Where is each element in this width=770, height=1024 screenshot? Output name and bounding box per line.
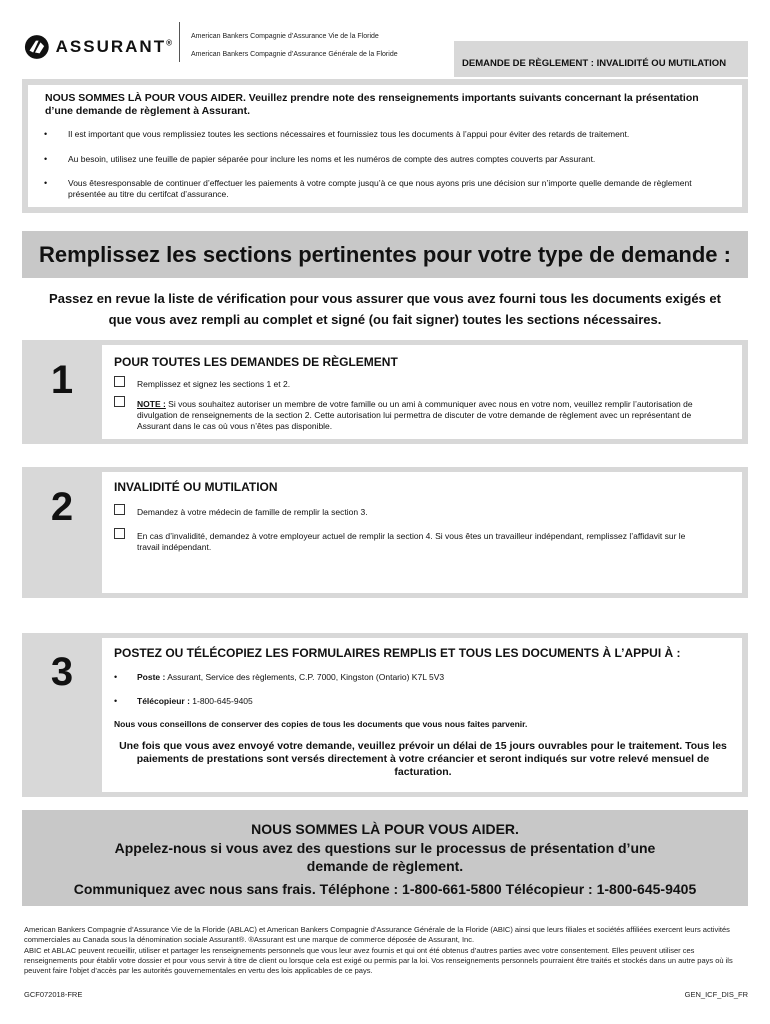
help-bullet-1: Il est important que vous remplissiez toutes les sections nécessaires et fournissiez tous les documents à l’appui pour éviter des retards de traitement. <box>68 129 630 139</box>
bullet-dot: • <box>114 696 118 706</box>
contact-line-2: Appelez-nous si vous avez des questions sur le processus de présentation d’une <box>114 840 656 856</box>
company-name-life: American Bankers Compagnie d’Assurance Vie de la Floride <box>191 33 379 40</box>
note-label: NOTE : <box>137 399 166 409</box>
company-name-general: American Bankers Compagnie d’Assurance Générale de la Floride <box>191 51 398 58</box>
step-1-number: 1 <box>50 358 74 402</box>
assurant-logo-icon <box>24 33 50 61</box>
mail-value: Assurant, Service des règlements, C.P. 7000, Kingston (Ontario) K7L 5V3 <box>165 672 445 682</box>
form-code-left: GCF072018-FRE <box>24 990 83 999</box>
checkbox-sign-sections[interactable] <box>114 376 125 387</box>
bullet-dot: • <box>44 129 48 139</box>
header-divider <box>179 22 180 62</box>
fax-label: Télécopieur : <box>137 696 190 706</box>
mail-label: Poste : <box>137 672 166 682</box>
step-1-title: POUR TOUTES LES DEMANDES DE RÈGLEMENT <box>114 355 398 369</box>
legal-privacy: ABIC et ABLAC peuvent recueillir, utiliser et partager les renseignements personnels que vous leur avez fournis et qui ont été obtenus d’autres parties avec votre consentement. Elles peuvent utiliser ces renseignements pour établir votre dossier et pour vous servir à titre de client ou lorsque cela est exigé ou permis par la loi. Vos renseignements personnels pourraient être traités et stockés dans un autre pays où ils peuvent faire l’objet d’accès par les autorités gouvernementales en vertu des lois applicables de ce pays. <box>24 946 733 975</box>
legal-trademark: American Bankers Compagnie d’Assurance Vie de la Floride (ABLAC) et American Bankers Compagnie d’Assurance Générale de la Floride (ABIC) ainsi que leurs filiales et sociétés affiliées exercent leurs activités commerciales au Canada sous la dénomination sociale Assurant®. ®Assurant est une marque de commerce déposée de Assurant, Inc. <box>24 925 730 944</box>
help-bullet-2: Au besoin, utilisez une feuille de papier séparée pour inclure les noms et les numéros de compte des autres comptes couverts par Assurant. <box>68 154 596 164</box>
form-code-right: GEN_ICF_DIS_FR <box>684 990 748 999</box>
bullet-dot: • <box>114 672 118 682</box>
bullet-dot: • <box>44 154 48 164</box>
note-text: Si vous souhaitez autoriser un membre de votre famille ou un ami à communiquer avec nous en votre nom, veuillez remplir l’autorisation de divulgation de renseignements de la section 2. Cette autorisation lui permettra de discuter de votre demande de règlement avec un représentant de Assurant dans le cas où vous n’êtes pas disponible. <box>137 399 693 431</box>
form-title: DEMANDE DE RÈGLEMENT : INVALIDITÉ OU MUTILATION <box>462 58 727 69</box>
logo-text: ASSURANT® <box>55 37 174 56</box>
bullet-dot: • <box>44 178 48 188</box>
help-title: NOUS SOMMES LÀ POUR VOUS AIDER. Veuillez prendre note des renseignements importants suivants concernant la présentation d’une demande de règlement à Assurant. <box>45 92 699 117</box>
processing-delay-note: Une fois que vous avez envoyé votre demande, veuillez prévoir un délai de 15 jours ouvrables pour le traitement. Tous les paiements de prestations sont versés directement à votre créancier et seront indiqués sur votre relevé mensuel de facturation. <box>119 740 727 778</box>
checkbox-authorization[interactable] <box>114 396 125 407</box>
checkbox-employer[interactable] <box>114 528 125 539</box>
fax-number <box>137 696 727 707</box>
step-2-item-2: En cas d’invalidité, demandez à votre employeur actuel de remplir la section 4. Si vous êtes un travailleur indépendant, remplissez l’affidavit sur le travail indépendant. <box>137 531 686 552</box>
help-bullet-3: Vous êtesresponsable de continuer d’effectuer les paiements à votre compte jusqu’à ce que nous ayons pris une décision sur n’importe quelle demande de règlement présentée au titre du certifcat d’assurance. <box>68 178 692 199</box>
contact-line-3: demande de règlement. <box>306 858 464 874</box>
step-1-item-2 <box>137 399 697 432</box>
review-instructions: Passez en revue la liste de vérification pour vous assurer que vous avez fourni tous les documents exigés et que vous avez rempli au complet et signé (ou fait signer) toutes les sections nécessaires. <box>49 291 721 327</box>
checkbox-physician[interactable] <box>114 504 125 515</box>
mail-address <box>137 672 727 683</box>
step-3-number: 3 <box>50 650 74 694</box>
step-2-title: INVALIDITÉ OU MUTILATION <box>114 480 278 494</box>
step-3-title: POSTEZ OU TÉLÉCOPIEZ LES FORMULAIRES REMPLIS ET TOUS LES DOCUMENTS À L’APPUI À : <box>114 646 681 660</box>
form-title-box <box>454 41 748 77</box>
contact-title: NOUS SOMMES LÀ POUR VOUS AIDER. <box>251 821 519 837</box>
sections-heading: Remplissez les sections pertinentes pour votre type de demande : <box>39 241 731 267</box>
contact-phone-fax: Communiquez avec nous sans frais. Téléphone : 1-800-661-5800 Télécopieur : 1-800-645-9405 <box>73 881 697 897</box>
step-2-number: 2 <box>50 485 74 529</box>
keep-copies-note: Nous vous conseillons de conserver des copies de tous les documents que vous nous faites parvenir. <box>114 719 528 729</box>
assurant-logo <box>24 30 174 64</box>
sections-heading-bar <box>22 231 748 278</box>
step-1-item-1: Remplissez et signez les sections 1 et 2. <box>137 379 291 389</box>
step-2-item-1: Demandez à votre médecin de famille de remplir la section 3. <box>137 507 368 517</box>
fax-value: 1-800-645-9405 <box>189 696 253 706</box>
